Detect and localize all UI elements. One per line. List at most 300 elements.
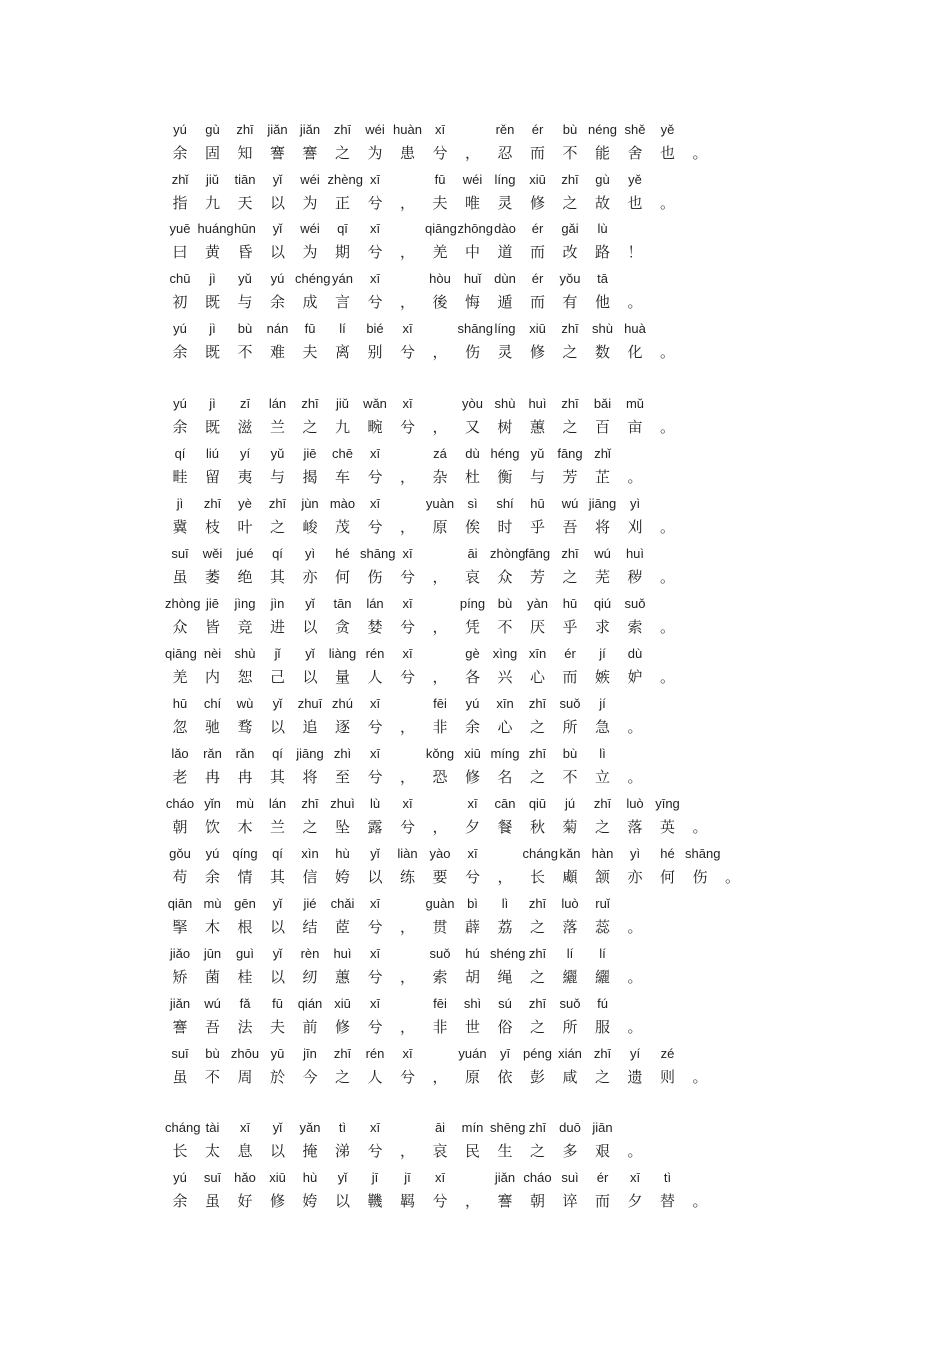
pinyin-syllable: bù (562, 746, 578, 761)
punctuation: ， (464, 144, 480, 162)
punctuation: ， (399, 1142, 415, 1160)
hanzi-char: 婪 (367, 618, 383, 636)
hanzi-char: 忽 (172, 718, 188, 736)
hanzi-char: 能 (594, 144, 610, 162)
hanzi-char: 叶 (237, 518, 253, 536)
pinyin-syllable: yě (660, 122, 675, 137)
pinyin-syllable: zhōng (457, 221, 493, 236)
hanzi-char: 虽 (172, 568, 188, 586)
hanzi-char: 索 (627, 618, 643, 636)
pinyin-syllable: shéng (490, 946, 526, 961)
pinyin-syllable: jī (371, 1170, 379, 1185)
hanzi-char: 兮 (399, 818, 415, 836)
hanzi-char: 舍 (627, 144, 643, 162)
hanzi-char: 皆 (204, 618, 220, 636)
pinyin-syllable: jí (599, 646, 606, 661)
hanzi-char: 之 (529, 1018, 545, 1036)
hanzi-char: 萎 (204, 568, 220, 586)
hanzi-char: 之 (529, 718, 545, 736)
pinyin-syllable: xī (402, 546, 413, 561)
pinyin-syllable: lù (597, 221, 608, 236)
hanzi-char: 余 (172, 418, 188, 436)
hanzi-char: 而 (529, 144, 545, 162)
pinyin-syllable: zhuì (330, 796, 355, 811)
pinyin-syllable: tiān (234, 172, 256, 187)
pinyin-syllable: hé (660, 846, 675, 861)
hanzi-char: 木 (237, 818, 253, 836)
hanzi-char: 黄 (204, 243, 220, 261)
pinyin-syllable: xī (369, 221, 381, 236)
hanzi-char: 其 (269, 868, 285, 886)
hanzi-char: 量 (334, 668, 350, 686)
pinyin-syllable: fū (434, 172, 446, 187)
hanzi-char: 绳 (497, 968, 513, 986)
hanzi-char: 厌 (529, 618, 545, 636)
hanzi-char: 之 (529, 918, 545, 936)
pinyin-syllable: yú (173, 122, 187, 137)
pinyin-syllable: yú (465, 696, 480, 711)
punctuation: 。 (659, 194, 675, 212)
hanzi-char: 兮 (464, 868, 480, 886)
pinyin-syllable: huàn (393, 122, 422, 137)
hanzi-char: 余 (204, 868, 220, 886)
pinyin-syllable: xī (402, 596, 413, 611)
pinyin-syllable: xī (467, 796, 478, 811)
pinyin-syllable: zhī (561, 546, 579, 561)
pinyin-syllable: wěi (202, 546, 223, 561)
punctuation: ， (399, 1018, 415, 1036)
pinyin-syllable: zhī (561, 172, 579, 187)
hanzi-char: 夫 (302, 343, 318, 361)
hanzi-char: 虽 (204, 1192, 220, 1210)
pinyin-syllable: zhī (268, 496, 287, 511)
hanzi-char: 难 (269, 343, 285, 361)
hanzi-char: 九 (334, 418, 350, 436)
pinyin-syllable: yí (239, 446, 251, 461)
pinyin-syllable: bù (497, 596, 513, 611)
hanzi-char: 謇 (172, 1018, 188, 1036)
pinyin-syllable: míng (490, 746, 520, 761)
hanzi-char: 为 (367, 144, 383, 162)
hanzi-char: 以 (367, 868, 383, 886)
hanzi-char: 与 (269, 468, 285, 486)
hanzi-char: 也 (627, 194, 643, 212)
hanzi-char: 妒 (627, 668, 643, 686)
hanzi-char: 菊 (562, 818, 578, 836)
pinyin-syllable: shāng (360, 546, 396, 561)
hanzi-char: 竞 (237, 618, 253, 636)
pinyin-syllable: jì (209, 321, 216, 336)
hanzi-char: 而 (529, 243, 545, 261)
hanzi-char: 既 (204, 343, 220, 361)
hanzi-char: 昏 (237, 243, 253, 261)
hanzi-char: 息 (237, 1142, 253, 1160)
pinyin-syllable: xī (369, 896, 381, 911)
pinyin-syllable: zhōu (230, 1046, 260, 1061)
pinyin-syllable: zhī (528, 696, 547, 711)
hanzi-char: 伤 (464, 343, 480, 361)
pinyin-syllable: xī (369, 746, 381, 761)
hanzi-char: 哀 (464, 568, 480, 586)
punctuation: ， (399, 918, 415, 936)
hanzi-char: 恐 (432, 768, 448, 786)
hanzi-char: 长 (172, 1142, 188, 1160)
pinyin-syllable: huáng (197, 221, 234, 236)
hanzi-char: 饮 (204, 818, 220, 836)
pinyin-syllable: qiú (593, 596, 612, 611)
hanzi-char: 谇 (562, 1192, 578, 1210)
pinyin-syllable: shí (496, 496, 514, 511)
hanzi-char: 九 (204, 194, 220, 212)
hanzi-char: 长 (529, 868, 545, 886)
hanzi-char: 落 (627, 818, 643, 836)
pinyin-syllable: chē (332, 446, 353, 461)
hanzi-char: 哀 (432, 1142, 448, 1160)
pinyin-syllable: wéi (462, 172, 483, 187)
pinyin-syllable: dùn (494, 271, 516, 286)
pinyin-syllable: jì (209, 396, 216, 411)
pinyin-syllable: ér (531, 122, 544, 137)
hanzi-char: 驰 (204, 718, 220, 736)
pinyin-syllable: fēi (433, 696, 447, 711)
hanzi-char: 薜 (464, 918, 480, 936)
hanzi-char: 之 (529, 1142, 545, 1160)
pinyin-syllable: jiān (592, 1120, 613, 1135)
pinyin-syllable: huì (528, 396, 547, 411)
pinyin-syllable: zhī (528, 896, 547, 911)
hanzi-char: 羌 (432, 243, 448, 261)
pinyin-syllable: shù (234, 646, 256, 661)
hanzi-char: 兮 (367, 518, 383, 536)
hanzi-char: 服 (594, 1018, 610, 1036)
pinyin-syllable: suǒ (559, 996, 581, 1011)
hanzi-char: 矫 (172, 968, 188, 986)
pinyin-syllable: yǐ (272, 221, 283, 236)
hanzi-char: 胡 (464, 968, 480, 986)
hanzi-char: 既 (204, 418, 220, 436)
pinyin-syllable: qíng (232, 846, 258, 861)
pinyin-syllable: xīn (528, 646, 547, 661)
pinyin-syllable: zhì (333, 746, 352, 761)
pinyin-syllable: shì (463, 996, 482, 1011)
hanzi-char: 固 (204, 144, 220, 162)
pinyin-syllable: jiǔ (205, 172, 219, 187)
hanzi-char: 羁 (399, 1192, 415, 1210)
hanzi-char: 何 (659, 868, 675, 886)
hanzi-char: 兮 (367, 293, 383, 311)
hanzi-char: 夕 (464, 818, 480, 836)
hanzi-char: 指 (172, 194, 188, 212)
hanzi-char: 则 (659, 1068, 675, 1086)
pinyin-syllable: mín (461, 1120, 484, 1135)
pinyin-syllable: zhī (301, 396, 319, 411)
hanzi-char: 俟 (464, 518, 480, 536)
pinyin-syllable: xī (369, 496, 381, 511)
pinyin-syllable: chū (169, 271, 191, 286)
pinyin-syllable: rěn (495, 122, 515, 137)
pinyin-syllable: lí (599, 946, 606, 961)
hanzi-char: 骛 (237, 718, 253, 736)
pinyin-syllable: hàn (591, 846, 614, 861)
pinyin-syllable: jiǎn (267, 122, 288, 137)
pinyin-syllable: ér (596, 1170, 609, 1185)
pinyin-syllable: yū (270, 1046, 285, 1061)
pinyin-syllable: cháo (523, 1170, 552, 1185)
pinyin-syllable: wǎn (363, 396, 387, 411)
hanzi-char: 百 (594, 418, 610, 436)
hanzi-char: 芳 (529, 568, 545, 586)
hanzi-char: 不 (562, 768, 578, 786)
pinyin-syllable: zhòng (165, 596, 201, 611)
punctuation: 。 (692, 1192, 708, 1210)
punctuation: ， (497, 868, 513, 886)
pinyin-syllable: huǐ (463, 271, 482, 286)
pinyin-syllable: fú (597, 996, 608, 1011)
hanzi-char: 求 (594, 618, 610, 636)
hanzi-char: 冉 (237, 768, 253, 786)
hanzi-char: 亦 (627, 868, 643, 886)
pinyin-syllable: jiē (205, 596, 219, 611)
hanzi-char: 之 (334, 1068, 350, 1086)
hanzi-char: 不 (562, 144, 578, 162)
hanzi-char: 贪 (334, 618, 350, 636)
pinyin-syllable: chǎi (330, 896, 355, 911)
hanzi-char: 彭 (529, 1068, 545, 1086)
pinyin-syllable: gǎi (561, 221, 579, 236)
pinyin-syllable: hòu (429, 271, 451, 286)
pinyin-syllable: zhī (593, 1046, 612, 1061)
pinyin-syllable: dù (627, 646, 643, 661)
pinyin-syllable: nán (266, 321, 289, 336)
pinyin-syllable: zhǐ (171, 172, 189, 187)
pinyin-syllable: duō (559, 1120, 581, 1135)
pinyin-syllable: suǒ (624, 596, 646, 611)
punctuation: 。 (627, 1142, 643, 1160)
pinyin-syllable: jì (176, 496, 184, 511)
pinyin-syllable: yǔ (270, 446, 285, 461)
hanzi-char: 曰 (172, 243, 188, 261)
pinyin-syllable: xiū (334, 996, 351, 1011)
hanzi-char: 冉 (204, 768, 220, 786)
hanzi-char: 贯 (432, 918, 448, 936)
hanzi-char: 余 (172, 343, 188, 361)
hanzi-char: 故 (594, 194, 610, 212)
pinyin-syllable: zé (660, 1046, 675, 1061)
pinyin-syllable: suǒ (559, 696, 581, 711)
hanzi-char: 而 (594, 1192, 610, 1210)
pinyin-syllable: jiǎo (169, 946, 191, 961)
pinyin-syllable: hé (335, 546, 350, 561)
pinyin-syllable: yú (173, 321, 187, 336)
pinyin-syllable: bié (366, 321, 384, 336)
pinyin-syllable: ér (564, 646, 576, 661)
pinyin-syllable: rén (365, 646, 385, 661)
hanzi-char: 期 (334, 243, 350, 261)
pinyin-syllable: bù (205, 1046, 220, 1061)
hanzi-char: 吾 (204, 1018, 220, 1036)
hanzi-char: 兮 (399, 343, 415, 361)
pinyin-syllable: yǐ (272, 172, 283, 187)
pinyin-syllable: hū (172, 696, 188, 711)
pinyin-syllable: tài (205, 1120, 220, 1135)
hanzi-char: 替 (659, 1192, 675, 1210)
hanzi-char: 太 (204, 1142, 220, 1160)
pinyin-syllable: cháng (522, 846, 558, 861)
pinyin-syllable: zhuī (297, 696, 323, 711)
hanzi-char: 时 (497, 518, 513, 536)
pinyin-syllable: bù (562, 122, 578, 137)
hanzi-char: 纚 (594, 968, 610, 986)
hanzi-char: 之 (594, 818, 610, 836)
hanzi-char: 顑 (562, 868, 578, 886)
pinyin-syllable: huì (333, 946, 352, 961)
hanzi-char: 之 (529, 768, 545, 786)
hanzi-char: 不 (204, 1068, 220, 1086)
pinyin-syllable: luò (561, 896, 579, 911)
hanzi-char: 离 (334, 343, 350, 361)
pinyin-syllable: jìng (234, 596, 256, 611)
hanzi-char: 立 (594, 768, 610, 786)
hanzi-char: 有 (562, 293, 578, 311)
pinyin-syllable: cháo (165, 796, 195, 811)
hanzi-char: 峻 (302, 518, 318, 536)
pinyin-syllable: huà (624, 321, 646, 336)
hanzi-char: 颔 (594, 868, 610, 886)
pinyin-syllable: xī (402, 321, 413, 336)
pinyin-syllable: chéng (295, 271, 331, 286)
hanzi-char: 杂 (432, 468, 448, 486)
hanzi-char: 以 (269, 1142, 285, 1160)
pinyin-syllable: xī (369, 446, 381, 461)
pinyin-syllable: zhī (561, 321, 579, 336)
pinyin-syllable: qí (272, 546, 283, 561)
hanzi-char: 树 (497, 418, 513, 436)
pinyin-syllable: xián (558, 1046, 582, 1061)
pinyin-syllable: xī (402, 796, 413, 811)
hanzi-char: 今 (302, 1068, 318, 1086)
pinyin-syllable: zhī (528, 946, 547, 961)
hanzi-char: 心 (529, 668, 545, 686)
pinyin-syllable: xīn (496, 696, 514, 711)
pinyin-syllable: lì (501, 896, 509, 911)
pinyin-syllable: yào (429, 846, 451, 861)
hanzi-char: 蕊 (594, 918, 610, 936)
pinyin-syllable: yī (499, 1046, 511, 1061)
punctuation: ， (399, 243, 415, 261)
hanzi-char: 各 (464, 668, 480, 686)
hanzi-char: 茂 (334, 518, 350, 536)
hanzi-char: 嫉 (594, 668, 610, 686)
punctuation: ， (432, 568, 448, 586)
pinyin-syllable: lǎo (171, 746, 189, 761)
hanzi-char: 夕 (627, 1192, 643, 1210)
punctuation: ， (399, 718, 415, 736)
pinyin-syllable: wú (561, 496, 579, 511)
hanzi-char: 天 (237, 194, 253, 212)
hanzi-char: 好 (237, 1192, 253, 1210)
pinyin-syllable: luò (626, 796, 644, 811)
pinyin-syllable: nèi (203, 646, 222, 661)
pinyin-syllable: zhú (332, 696, 353, 711)
hanzi-char: 以 (302, 618, 318, 636)
pinyin-syllable: zhī (561, 396, 579, 411)
hanzi-char: 前 (302, 1018, 318, 1036)
pinyin-syllable: hú (465, 946, 480, 961)
pinyin-syllable: jiāng (588, 496, 617, 511)
hanzi-char: 兮 (367, 768, 383, 786)
hanzi-char: 民 (464, 1142, 480, 1160)
hanzi-char: 遁 (497, 293, 513, 311)
pinyin-syllable: jiǎn (494, 1170, 516, 1185)
pinyin-syllable: tì (663, 1170, 672, 1185)
pinyin-syllable: yú (173, 1170, 187, 1185)
hanzi-char: 夫 (432, 194, 448, 212)
hanzi-char: 苟 (172, 868, 188, 886)
hanzi-char: 心 (497, 718, 513, 736)
hanzi-char: 也 (659, 144, 675, 162)
pinyin-syllable: píng (459, 596, 486, 611)
hanzi-char: 练 (399, 868, 415, 886)
hanzi-char: 姱 (334, 868, 350, 886)
pinyin-syllable: wéi (300, 221, 320, 236)
pinyin-syllable: jiǎn (299, 122, 321, 137)
hanzi-char: 留 (204, 468, 220, 486)
hanzi-char: 英 (659, 818, 675, 836)
hanzi-char: 内 (204, 668, 220, 686)
pinyin-syllable: shāng (685, 846, 721, 861)
hanzi-char: 非 (432, 1018, 448, 1036)
pinyin-syllable: hù (302, 1170, 318, 1185)
hanzi-char: 兰 (269, 418, 285, 436)
pinyin-syllable: xī (369, 696, 381, 711)
pinyin-syllable: xī (369, 271, 381, 286)
hanzi-char: 路 (594, 243, 610, 261)
hanzi-char: 兮 (367, 968, 383, 986)
pinyin-syllable: mǔ (625, 396, 645, 411)
hanzi-char: 中 (464, 243, 480, 261)
punctuation: ， (399, 518, 415, 536)
hanzi-char: 艰 (594, 1142, 610, 1160)
hanzi-char: 众 (172, 618, 188, 636)
pinyin-syllable: shāng (457, 321, 493, 336)
pinyin-syllable: suī (171, 546, 189, 561)
pinyin-syllable: liàn (397, 846, 418, 861)
pinyin-syllable: liàng (328, 646, 357, 661)
hanzi-char: 荔 (497, 918, 513, 936)
pinyin-syllable: shù (494, 396, 516, 411)
hanzi-char: 数 (594, 343, 610, 361)
pinyin-syllable: xiū (269, 1170, 286, 1185)
hanzi-char: 绝 (237, 568, 253, 586)
punctuation: 。 (659, 418, 675, 436)
pinyin-syllable: xī (369, 996, 381, 1011)
hanzi-char: 吾 (562, 518, 578, 536)
pinyin-syllable: xī (369, 1120, 381, 1135)
pinyin-syllable: fū (272, 996, 283, 1011)
hanzi-char: 落 (562, 918, 578, 936)
pinyin-syllable: yuē (169, 221, 191, 236)
punctuation: 。 (627, 468, 643, 486)
pinyin-syllable: xī (402, 396, 413, 411)
hanzi-char: 以 (269, 718, 285, 736)
pinyin-syllable: lù (369, 796, 381, 811)
hanzi-char: 余 (269, 293, 285, 311)
hanzi-char: 凭 (464, 618, 480, 636)
hanzi-char: 其 (269, 768, 285, 786)
hanzi-char: 之 (562, 568, 578, 586)
pinyin-syllable: xiū (529, 321, 546, 336)
pinyin-syllable: jìn (270, 596, 285, 611)
